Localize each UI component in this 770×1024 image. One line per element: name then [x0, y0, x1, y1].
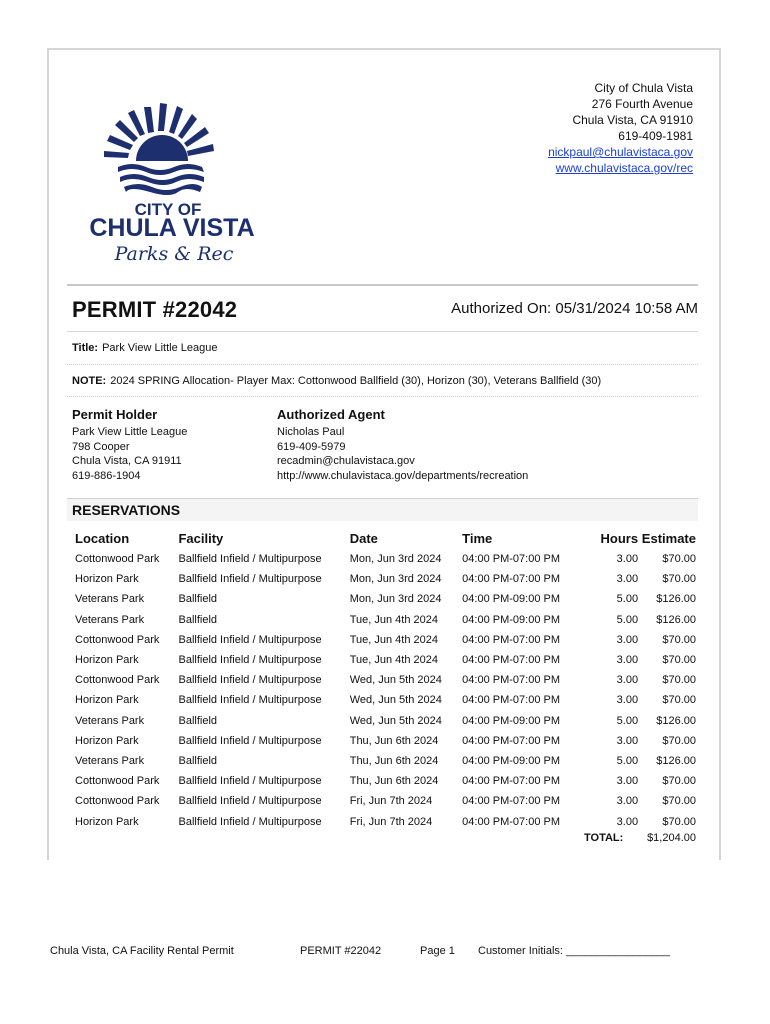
- title-divider: [67, 331, 698, 332]
- authorized-agent-block: [277, 406, 528, 483]
- table-row: [67, 549, 698, 569]
- chula-vista-parks-rec-logo: [88, 95, 258, 270]
- cell-facility: Ballfield Infield / Multipurpose: [178, 674, 322, 687]
- org-address: 276 Fourth Avenue: [591, 97, 693, 111]
- cell-estimate: $70.00: [662, 694, 696, 707]
- cell-estimate: $70.00: [662, 734, 696, 747]
- cell-hours: 3.00: [616, 775, 639, 788]
- cell-estimate: $70.00: [662, 654, 696, 667]
- cell-time: 04:00 PM-09:00 PM: [462, 754, 561, 767]
- cell-facility: Ballfield Infield / Multipurpose: [178, 573, 322, 586]
- cell-location: Horizon Park: [75, 734, 139, 747]
- table-row: [67, 589, 698, 609]
- cell-estimate: $126.00: [656, 714, 696, 727]
- cell-time: 04:00 PM-07:00 PM: [462, 553, 561, 566]
- cell-time: 04:00 PM-09:00 PM: [462, 593, 561, 606]
- cell-estimate: $126.00: [656, 593, 696, 606]
- cell-facility: Ballfield Infield / Multipurpose: [178, 633, 322, 646]
- org-phone: 619-409-1981: [618, 129, 693, 143]
- footer-permit: PERMIT #22042: [300, 945, 382, 957]
- cell-hours: 3.00: [616, 694, 639, 707]
- cell-hours: 5.00: [616, 754, 639, 767]
- column-header-date: Date: [349, 530, 378, 546]
- cell-estimate: $70.00: [662, 573, 696, 586]
- cell-estimate: $126.00: [656, 754, 696, 767]
- cell-facility: Ballfield: [178, 714, 218, 727]
- cell-facility: Ballfield Infield / Multipurpose: [178, 815, 322, 828]
- logo-line3: Parks & Rec: [114, 243, 234, 265]
- table-row: [67, 731, 698, 751]
- total-label-text: TOTAL:: [584, 832, 624, 844]
- holder-line: Park View Little League: [72, 426, 188, 438]
- table-row: [67, 811, 698, 831]
- cell-time: 04:00 PM-07:00 PM: [462, 674, 561, 687]
- org-email-link[interactable]: nickpaul@chulavistaca.gov: [548, 145, 693, 159]
- cell-date: Wed, Jun 5th 2024: [349, 674, 442, 687]
- cell-hours: 3.00: [616, 633, 639, 646]
- org-address-block: [548, 80, 693, 176]
- dotted-divider: [67, 364, 698, 365]
- cell-hours: 5.00: [616, 593, 639, 606]
- total-label: [584, 832, 623, 844]
- cell-date: Mon, Jun 3rd 2024: [349, 593, 442, 606]
- cell-estimate: $70.00: [662, 795, 696, 808]
- authorized-on: Authorized On: 05/31/2024 10:58 AM: [451, 300, 698, 317]
- table-row: [67, 569, 698, 589]
- cell-time: 04:00 PM-09:00 PM: [462, 714, 561, 727]
- cell-facility: Ballfield: [178, 754, 218, 767]
- title-label: Title:: [72, 342, 99, 354]
- table-row: [67, 751, 698, 771]
- cell-location: Horizon Park: [75, 654, 139, 667]
- cell-facility: Ballfield Infield / Multipurpose: [178, 795, 322, 808]
- logo-line2: CHULA VISTA: [89, 214, 255, 242]
- note-label: NOTE:: [72, 375, 107, 387]
- cell-date: Mon, Jun 3rd 2024: [349, 553, 442, 566]
- cell-location: Cottonwood Park: [75, 633, 160, 646]
- cell-date: Tue, Jun 4th 2024: [349, 613, 438, 626]
- cell-time: 04:00 PM-07:00 PM: [462, 694, 561, 707]
- cell-estimate: $70.00: [662, 815, 696, 828]
- cell-date: Wed, Jun 5th 2024: [349, 714, 442, 727]
- cell-facility: Ballfield Infield / Multipurpose: [178, 553, 322, 566]
- table-row: [67, 711, 698, 731]
- cell-time: 04:00 PM-07:00 PM: [462, 775, 561, 788]
- cell-time: 04:00 PM-07:00 PM: [462, 795, 561, 808]
- table-header-row: [67, 527, 698, 549]
- table-row: [67, 610, 698, 630]
- note-row: [72, 375, 601, 387]
- column-header-hours: Hours: [600, 530, 639, 546]
- cell-location: Veterans Park: [75, 754, 145, 767]
- cell-facility: Ballfield Infield / Multipurpose: [178, 654, 322, 667]
- cell-location: Veterans Park: [75, 714, 145, 727]
- cell-location: Cottonwood Park: [75, 775, 160, 788]
- cell-hours: 3.00: [616, 573, 639, 586]
- org-city-line: Chula Vista, CA 91910: [572, 113, 693, 127]
- table-row: [67, 670, 698, 690]
- cell-time: 04:00 PM-07:00 PM: [462, 815, 561, 828]
- footer-doc-name: Chula Vista, CA Facility Rental Permit: [50, 945, 234, 957]
- cell-location: Cottonwood Park: [75, 674, 160, 687]
- org-website-link[interactable]: www.chulavistaca.gov/rec: [555, 161, 693, 175]
- cell-estimate: $126.00: [656, 613, 696, 626]
- agent-line: http://www.chulavistaca.gov/departments/recreation: [277, 469, 529, 482]
- cell-date: Thu, Jun 6th 2024: [349, 775, 439, 788]
- cell-time: 04:00 PM-07:00 PM: [462, 654, 561, 667]
- column-header-time: Time: [462, 530, 493, 546]
- permit-title: PERMIT #22042: [72, 297, 238, 322]
- cell-facility: Ballfield Infield / Multipurpose: [178, 775, 322, 788]
- cell-time: 04:00 PM-07:00 PM: [462, 633, 561, 646]
- cell-facility: Ballfield: [178, 593, 218, 606]
- cell-location: Cottonwood Park: [75, 553, 160, 566]
- authorized-agent-heading: Authorized Agent: [277, 407, 385, 422]
- column-header-location: Location: [75, 530, 130, 546]
- permit-holder-block: [72, 406, 187, 483]
- table-row: [67, 771, 698, 791]
- note-value: 2024 SPRING Allocation- Player Max: Cottonwood Ballfield (30), Horizon (30), Veterans Ballfield (30): [110, 375, 602, 387]
- table-row: [67, 690, 698, 710]
- cell-hours: 5.00: [616, 613, 639, 626]
- cell-date: Fri, Jun 7th 2024: [349, 815, 433, 828]
- agent-line: 619-409-5979: [277, 440, 346, 453]
- cell-location: Horizon Park: [75, 694, 139, 707]
- cell-location: Veterans Park: [75, 613, 145, 626]
- cell-location: Horizon Park: [75, 815, 139, 828]
- holder-line: 619-886-1904: [72, 469, 141, 482]
- cell-facility: Ballfield Infield / Multipurpose: [178, 734, 322, 747]
- cell-location: Cottonwood Park: [75, 795, 160, 808]
- cell-location: Horizon Park: [75, 573, 139, 586]
- agent-line: Nicholas Paul: [277, 426, 345, 438]
- cell-date: Fri, Jun 7th 2024: [349, 795, 433, 808]
- cell-hours: 3.00: [616, 674, 639, 687]
- total-value: $1,204.00: [647, 832, 696, 844]
- cell-time: 04:00 PM-07:00 PM: [462, 573, 561, 586]
- permit-holder-heading: Permit Holder: [72, 407, 158, 422]
- cell-location: Veterans Park: [75, 593, 145, 606]
- footer-initials: Customer Initials: _________________: [478, 945, 671, 957]
- footer-page: Page 1: [420, 945, 455, 957]
- table-row: [67, 630, 698, 650]
- reservations-heading: RESERVATIONS: [72, 502, 181, 518]
- cell-estimate: $70.00: [662, 633, 696, 646]
- dotted-divider: [67, 396, 698, 397]
- cell-time: 04:00 PM-09:00 PM: [462, 613, 561, 626]
- column-header-facility: Facility: [178, 530, 224, 546]
- holder-line: 798 Cooper: [72, 440, 130, 453]
- cell-estimate: $70.00: [662, 775, 696, 788]
- cell-facility: Ballfield Infield / Multipurpose: [178, 694, 322, 707]
- cell-hours: 3.00: [616, 795, 639, 808]
- cell-hours: 3.00: [616, 654, 639, 667]
- title-value: Park View Little League: [102, 342, 218, 354]
- cell-date: Mon, Jun 3rd 2024: [349, 573, 442, 586]
- cell-hours: 3.00: [616, 553, 639, 566]
- cell-date: Wed, Jun 5th 2024: [349, 694, 442, 707]
- org-name: City of Chula Vista: [594, 81, 693, 95]
- cell-hours: 5.00: [616, 714, 639, 727]
- column-header-estimate: Estimate: [641, 530, 696, 546]
- table-row: [67, 791, 698, 811]
- logo-line1: CITY OF: [134, 200, 202, 219]
- cell-hours: 3.00: [616, 734, 639, 747]
- cell-date: Thu, Jun 6th 2024: [349, 734, 439, 747]
- reservations-table: [67, 527, 698, 832]
- cell-facility: Ballfield: [178, 613, 218, 626]
- cell-estimate: $70.00: [662, 553, 696, 566]
- holder-line: Chula Vista, CA 91911: [72, 455, 182, 467]
- cell-date: Tue, Jun 4th 2024: [349, 633, 438, 646]
- cell-date: Thu, Jun 6th 2024: [349, 754, 439, 767]
- table-row: [67, 650, 698, 670]
- cell-estimate: $70.00: [662, 674, 696, 687]
- header-divider: [67, 284, 698, 286]
- title-row: [72, 342, 217, 354]
- agent-line: recadmin@chulavistaca.gov: [277, 455, 415, 467]
- cell-time: 04:00 PM-07:00 PM: [462, 734, 561, 747]
- cell-date: Tue, Jun 4th 2024: [349, 654, 438, 667]
- cell-hours: 3.00: [616, 815, 639, 828]
